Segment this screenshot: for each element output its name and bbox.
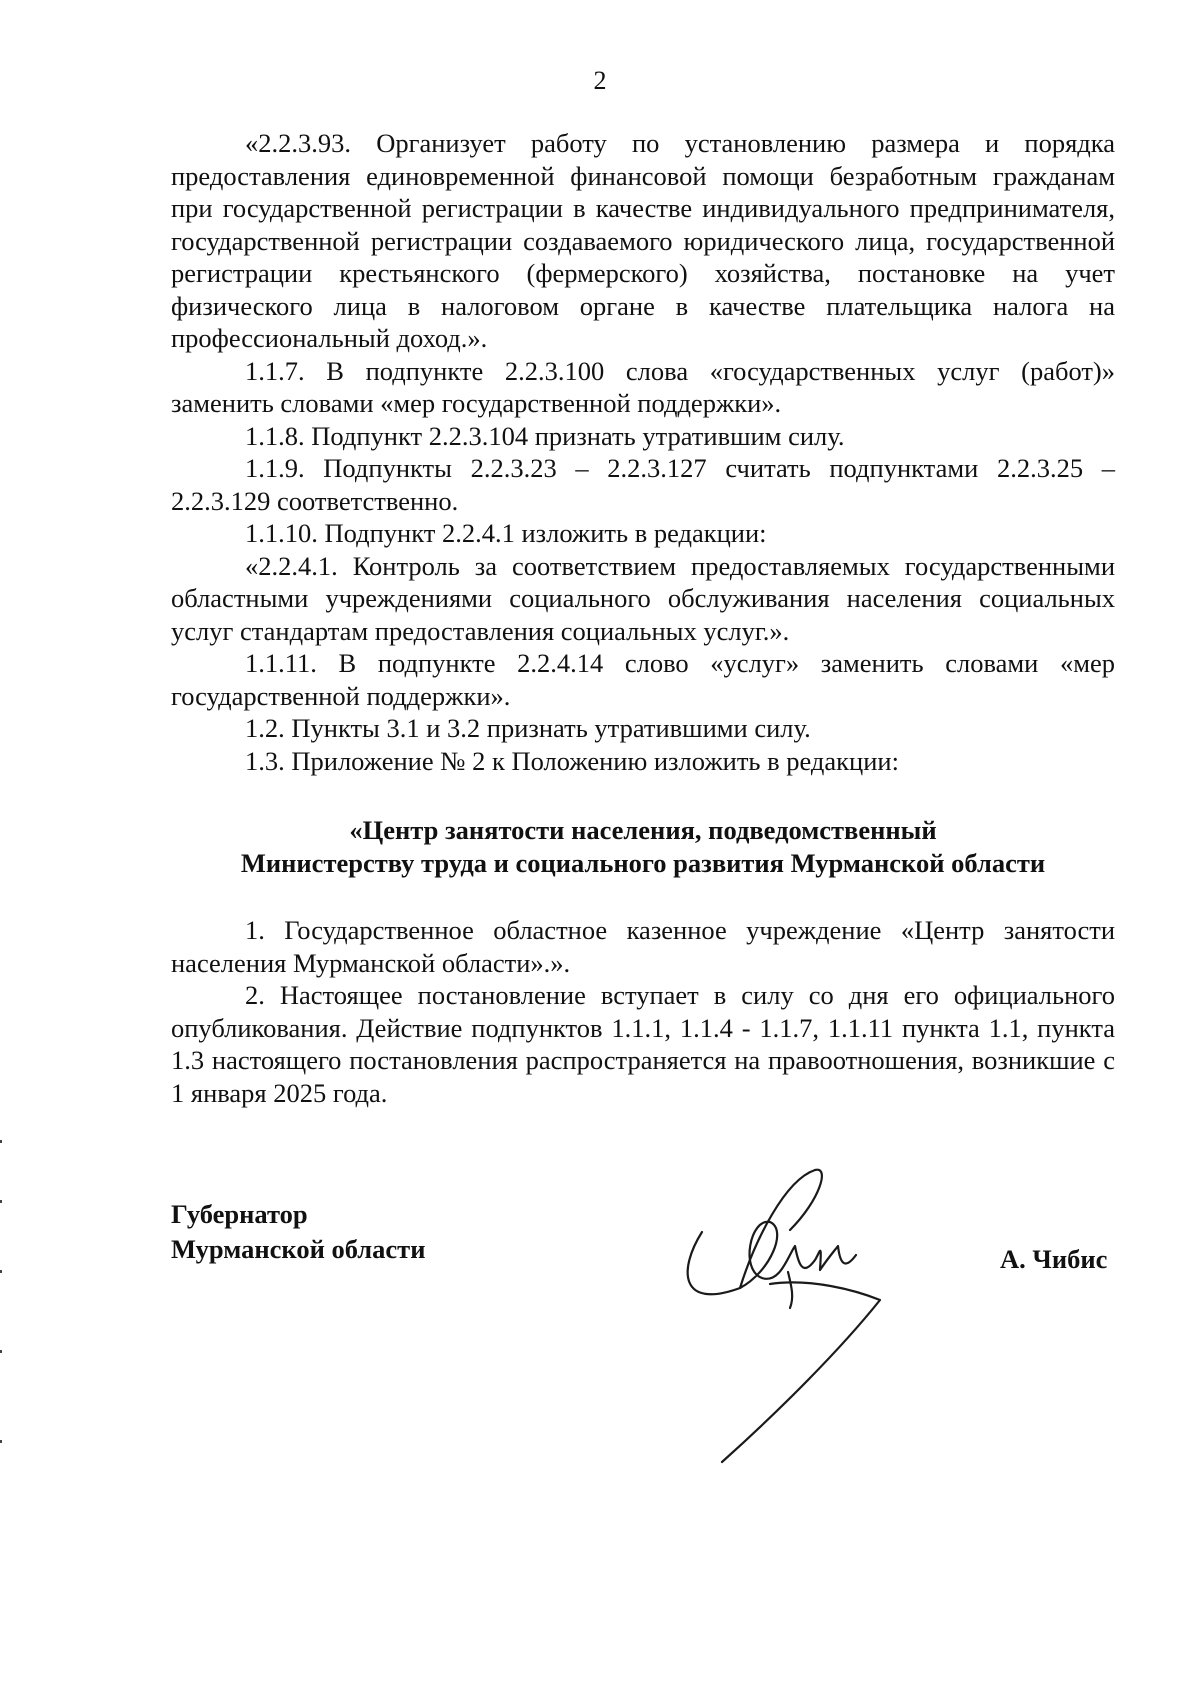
scan-edge-marks (0, 1140, 4, 1540)
document-body (171, 127, 1115, 1109)
signatory-position (171, 1197, 425, 1267)
paragraph-1-1-11: 1.1.11. В подпункте 2.2.4.14 слово «услуг» заменить словами «мер государственной поддержки». (171, 648, 1115, 711)
closing-paragraph-2: 2. Настоящее постановление вступает в силу со дня его официального опубликования. Действие подпунктов 1.1.1, 1.1.4 - 1.1.7, 1.1.11 пункта 1.1, пункта 1.3 настоящего постановления распространяется на правоотношения, возникшие с 1 января 2025 года. (171, 980, 1115, 1108)
page-number: 2 (593, 66, 607, 95)
paragraph-1-1-10: 1.1.10. Подпункт 2.2.4.1 изложить в редакции: (245, 518, 767, 548)
scan-speck (0, 1270, 2, 1273)
signatory-position-line-1: Губернатор (171, 1199, 308, 1229)
section-title-line-1: «Центр занятости населения, подведомственный (349, 815, 937, 845)
paragraph-1-1-7: 1.1.7. В подпункте 2.2.3.100 слова «государственных услуг (работ)» заменить словами «мер государственной поддержки». (171, 355, 1115, 418)
paragraph-2-2-3-93: «2.2.3.93. Организует работу по установлению размера и порядка предоставления единовременной финансовой помощи безработным гражданам при государственной регистрации в качестве индивидуального предпринимателя, государственной регистрации создаваемого юридического лица, государственной регистрации крестьянского (фермерского) хозяйства, постановке на учет физического лица в налоговом органе в качестве плательщика налога на профессиональный доход.». (171, 128, 1115, 353)
scan-speck (0, 1140, 2, 1143)
section-title (171, 814, 1115, 880)
scan-speck (0, 1200, 2, 1203)
section-title-line-2: Министерству труда и социального развития Мурманской области (240, 848, 1046, 878)
handwritten-signature (670, 1160, 920, 1480)
paragraph-1-1-9: 1.1.9. Подпункты 2.2.3.23 – 2.2.3.127 считать подпунктами 2.2.3.25 – 2.2.3.129 соответственно. (171, 453, 1115, 516)
scan-speck (0, 1440, 2, 1443)
signatory-position-line-2: Мурманской области (171, 1234, 426, 1264)
signatory-name: А. Чибис (1000, 1244, 1108, 1274)
paragraph-1-3: 1.3. Приложение № 2 к Положению изложить в редакции: (245, 745, 899, 776)
paragraph-1-1-8: 1.1.8. Подпункт 2.2.3.104 признать утратившим силу. (245, 420, 845, 451)
paragraph-2-2-4-1: «2.2.4.1. Контроль за соответствием предоставляемых государственными областными учреждениями социального обслуживания населения социальных услуг стандартам предоставления социальных услуг.». (171, 550, 1115, 646)
scan-speck (0, 1350, 2, 1353)
paragraph-1-2: 1.2. Пункты 3.1 и 3.2 признать утратившими силу. (245, 713, 811, 743)
closing-paragraph-1: 1. Государственное областное казенное учреждение «Центр занятости населения Мурманской области».». (171, 915, 1115, 978)
